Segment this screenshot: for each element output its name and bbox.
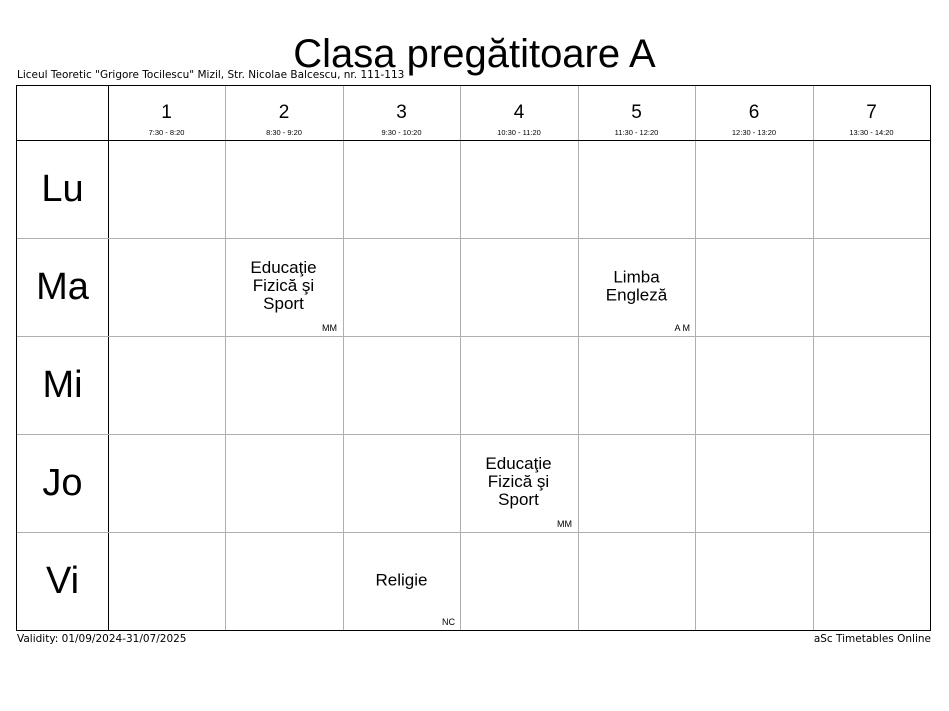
row-divider [17,532,930,533]
period-header [225,86,343,140]
lesson-teacher: MM [322,323,337,333]
period-time: 10:30 - 11:20 [497,128,541,137]
lesson-cell[interactable] [225,238,342,336]
row-divider [17,336,930,337]
period-number: 6 [748,102,760,123]
column-divider [578,86,579,630]
page-title: Clasa pregătitoare A [293,32,656,76]
period-time: 7:30 - 8:20 [148,128,185,137]
period-header [695,86,813,140]
lesson-cell[interactable] [578,238,695,336]
lesson-subject: Educaţie Fizică şi Sport [485,453,552,509]
header-row-divider [17,140,930,141]
school-address: Liceul Teoretic "Grigore Tocilescu" Mizil, Str. Nicolae Balcescu, nr. 111-113 [17,69,405,81]
period-header [460,86,578,140]
period-header [813,86,930,140]
day-column-divider [108,86,109,630]
day-label: Ma [36,265,89,308]
column-divider [695,86,696,630]
brand-text: aSc Timetables Online [813,633,931,645]
period-header [343,86,460,140]
period-time: 13:30 - 14:20 [849,128,894,137]
lesson-cell[interactable] [460,434,577,532]
period-time: 9:30 - 10:20 [381,128,422,137]
period-number: 3 [396,102,407,123]
day-label: Mi [42,363,83,406]
period-time: 8:30 - 9:20 [266,128,302,137]
period-header [578,86,695,140]
day-label: Jo [42,461,83,504]
period-number: 1 [161,102,172,123]
column-divider [225,86,226,630]
period-number: 4 [513,102,525,123]
lesson-teacher: A M [674,323,690,333]
lesson-subject: Religie [375,570,428,590]
lesson-cell[interactable] [343,532,460,630]
day-label: Vi [45,559,80,602]
lesson-teacher: NC [442,617,455,627]
period-number: 5 [631,102,642,123]
row-divider [17,238,930,239]
lesson-teacher: MM [557,519,572,529]
day-label: Lu [41,167,84,210]
period-number: 7 [866,102,877,123]
lesson-subject: Educaţie Fizică şi Sport [250,257,317,313]
period-number: 2 [278,102,290,123]
period-time: 11:30 - 12:20 [614,128,659,137]
period-header [108,86,225,140]
column-divider [813,86,814,630]
period-time: 12:30 - 13:20 [731,128,777,137]
timetable-grid [16,85,931,631]
lesson-subject: Limba Engleză [605,267,668,305]
validity-text: Validity: 01/09/2024-31/07/2025 [17,633,187,645]
column-divider [460,86,461,630]
